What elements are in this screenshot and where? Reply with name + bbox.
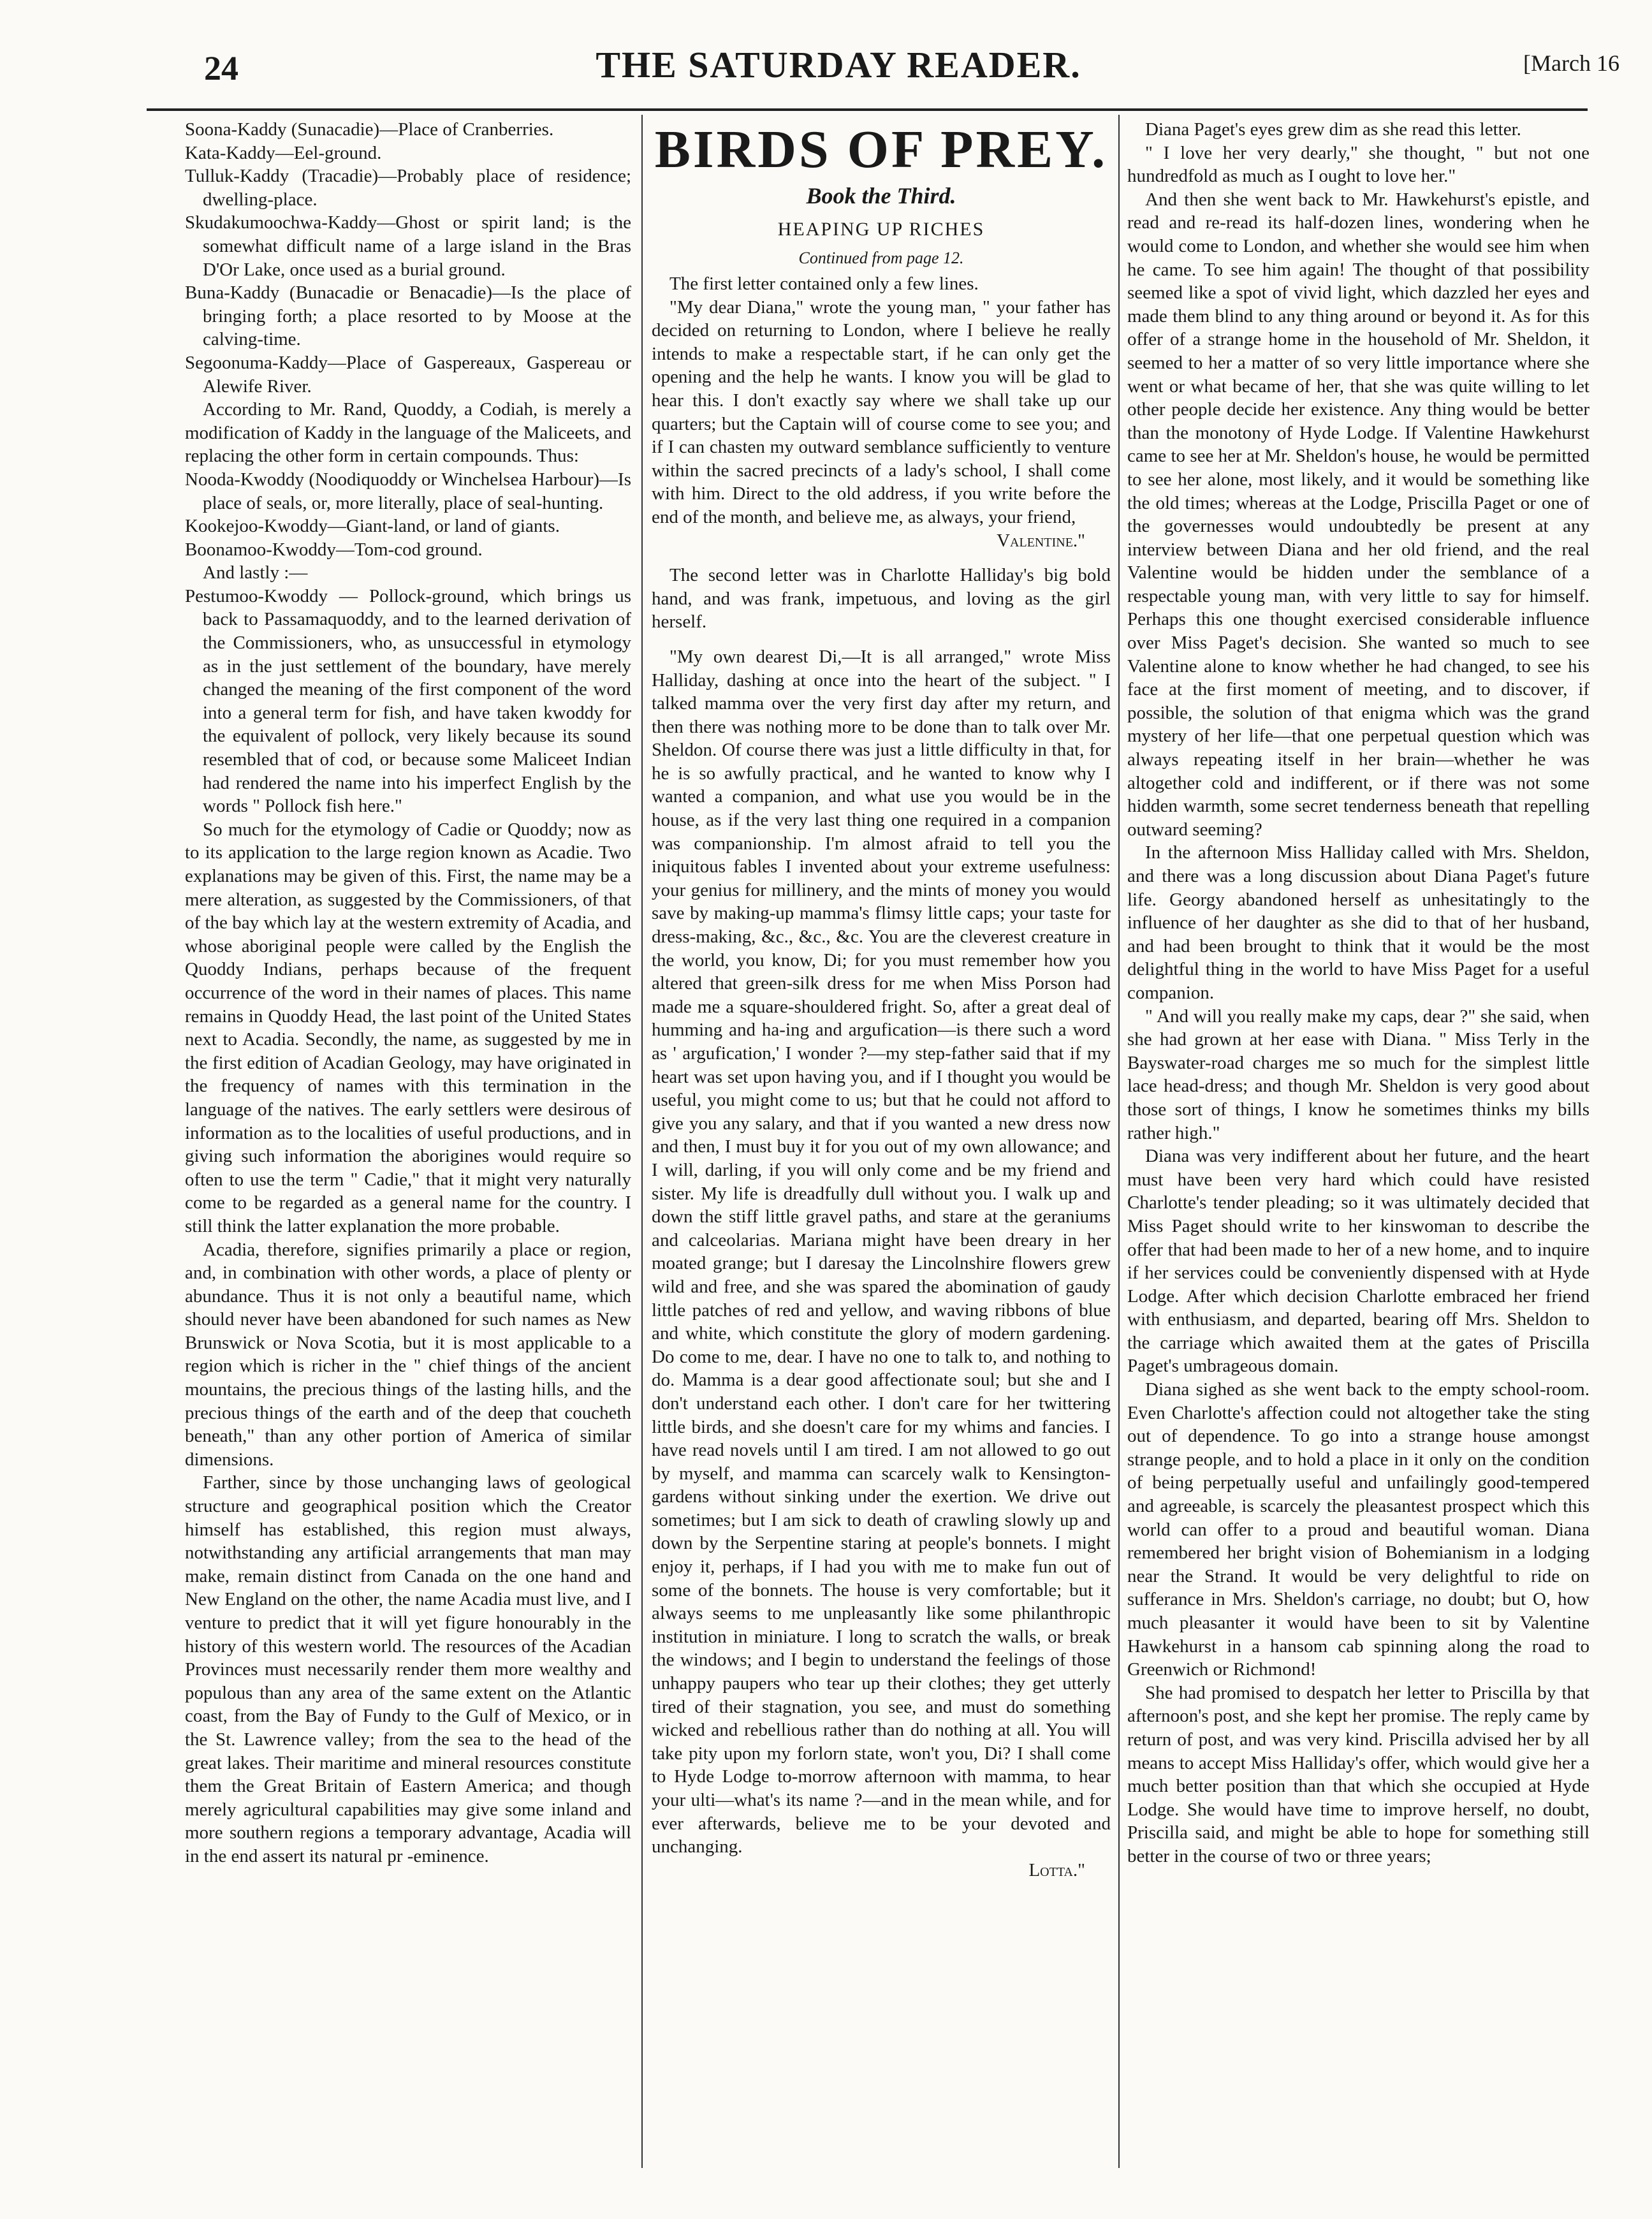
paragraph: She had promised to despatch her letter to Priscilla by that afternoon's post, and she kept her promise. The reply came by return of post, and was very kind. Priscilla advised her by all means to accept Miss Halliday's offer, which would give her a much better position than that which she occupied at Hyde Lodge. She would have time to improve herself, no doubt, Priscilla said, and might be able to hope for something still better in the course of two or three years; (1127, 1682, 1590, 1866)
letter-signature: Lotta." (1028, 1859, 1085, 1880)
glossary-entry: Boonamoo-Kwoddy—Tom-cod ground. (185, 539, 483, 560)
glossary-entry: Skudakumoochwa-Kaddy—Ghost or spirit land; is the somewhat difficult name of a large island in the Bras D'Or Lake, once used as a burial ground. (185, 212, 631, 280)
paragraph: Farther, since by those unchanging laws of geological structure and geographical position which the Creator himself has established, this region must always, notwithstanding any artificial arrangements that man may make, remain distinct from Canada on the one hand and New England on the other, the name Acadia must live, and I venture to predict that it will yet figure honourably in the history of this western world. The resources of the Acadian Provinces must necessarily render them more wealthy and populous than any area of the same extent on the Atlantic coast, from the Bay of Fundy to the Gulf of Mexico, or in the St. Lawrence valley; from the sea to the head of the great lakes. Their maritime and mineral resources constitute them the Great Britain of Eastern America; and though merely agricultural capabilities may give some inland and more southern regions a temporary advantage, Acadia will in the end assert its natural pr -eminence. (185, 1472, 631, 1866)
issue-date: [March 16 (1523, 50, 1619, 76)
paragraph: So much for the etymology of Cadie or Quoddy; now as to its application to the large region known as Acadie. Two explanations may be given of this. First, the name may be a mere alteration, as suggested by the Commissioners, of that of the bay which lay at the western extremity of Acadia, and whose aboriginal people were called by the English the Quoddy Indians, perhaps because of the frequent occurrence of the word in their names of places. This name remains in Quoddy Head, the last point of the United States next to Acadia. Secondly, the name, as suggested by me in the first edition of Acadian Geology, may have originated in the frequency of names with this termination in the language of the natives. The early settlers were desirous of information as to the localities of useful productions, and in giving such information the aborigines would require so often to use the term " Cadie," that it might very naturally come to be regarded as a general name for the country. I still think the latter explanation the more probable. (185, 819, 631, 1236)
column-divider (641, 115, 643, 2168)
paragraph: The second letter was in Charlotte Halliday's big bold hand, and was frank, impetuous, and loving as the girl herself. (652, 565, 1111, 633)
header-rule (147, 108, 1588, 111)
column-middle (652, 118, 1111, 1882)
paragraph: Acadia, therefore, signifies primarily a place or region, and, in combination with other words, a place of plenty or abundance. Thus it is not only a beautiful name, which should never have been abandoned for such names as New Brunswick or Nova Scotia, but it is most applicable to a region which is richer in the " chief things of the ancient mountains, the precious things of the lasting hills, and the precious things of the earth and of the deep that coucheth beneath," than any other portion of America of similar dimensions. (185, 1239, 631, 1470)
letter-signature: Valentine." (997, 530, 1085, 551)
paragraph: "My dear Diana," wrote the young man, " your father has decided on returning to London, where I believe he really intends to make a respectable start, if he can only get the opening and the help he wants. I know you will be glad to hear this. I don't exactly say where we shall take up our quarters; but the Captain will of course come to see you; and if I can chasten my outward semblance sufficiently to venture within the sacred precincts of a lady's school, I shall come with him. Direct to the old address, if you write before the end of the month, and believe me, as always, your friend, (652, 297, 1111, 527)
paragraph: And then she went back to Mr. Hawkehurst's epistle, and read and re-read its half-dozen lines, wondering when he would come to London, and whether she would see him when he came. To see him again! The thought of that possibility seemed like a spot of vivid light, which dazzled her eyes and made them blind to any thing around or beyond it. As for this offer of a strange home in the household of Mr. Sheldon, it seemed to her a matter of so very little importance where she went or what became of her, that she was quite willing to let other people decide her existence. Any thing would be better than the monotony of Hyde Lodge. If Valentine Hawkehurst came to see her at Mr. Sheldon's house, he would be permitted to see her alone, most likely, and it would be something like the old times; whereas at the Lodge, Priscilla Paget or one of the governesses would undoubtedly be present at any interview between Diana and her old friend, and the real Valentine would be hidden under the semblance of a respectable young man, with very little to say for himself. Perhaps this one thought exercised considerable influence over Miss Paget's decision. She wanted so much to see Valentine alone to know whether he had changed, to see his face at the first moment of meeting, and to discover, if possible, the solution of that enigma which was the grand mystery of her life—that one perpetual question which was always repeating itself in her brain—whether he was altogether cold and indifferent, or if there was not some hidden warmth, some secret tenderness beneath that repelling outward seeming? (1127, 189, 1590, 840)
page-number: 24 (204, 49, 238, 87)
story-title: BIRDS OF PREY. (654, 120, 1108, 179)
chapter-heading: HEAPING UP RICHES (777, 219, 985, 240)
column-left (185, 118, 631, 1868)
paragraph: Diana was very indifferent about her future, and the heart must have been very hard which could have resisted Charlotte's tender pleading; so it was ultimately decided that Miss Paget should write to her kinswoman to describe the offer that had been made to her of a new home, and to inquire if her services could be conveniently dispensed with at Hyde Lodge. After which decision Charlotte embraced her friend with enthusiasm, and departed, bearing off Mrs. Sheldon to the carriage which awaited them at the gates of Priscilla Paget's umbrageous domain. (1127, 1146, 1590, 1377)
paragraph: Diana Paget's eyes grew dim as she read this letter. (1145, 119, 1521, 140)
column-divider (1118, 115, 1120, 2168)
masthead: THE SATURDAY READER. (596, 44, 1081, 85)
paragraph: In the afternoon Miss Halliday called with Mrs. Sheldon, and there was a long discussion about Diana Paget's future life. Georgy abandoned herself as unhesitatingly to the influence of her daughter as she did to that of her husband, and had been brought to think that it would be the most delightful thing in the world to have Miss Paget for a useful companion. (1127, 842, 1590, 1003)
paragraph: The first letter contained only a few lines. (669, 274, 979, 294)
paragraph: " And will you really make my caps, dear ?" she said, when she had grown at her ease with Diana. " Miss Terly in the Bayswater-road charges me so much for the simplest little lace head-dress; and though Mr. Sheldon is very good about those sort of things, I know he sometimes thinks my bills rather high." (1127, 1006, 1590, 1143)
paragraph: "My own dearest Di,—It is all arranged," wrote Miss Halliday, dashing at once into the heart of the subject. " I talked mamma over the very first day after my return, and then there was nothing more to be done than to talk over Mr. Sheldon. Of course there was just a little difficulty in that, for he is so awfully practical, and he wanted to know why I wanted a companion, and what use you would be in the house, as if the very last thing one required in a companion was companionship. I'm almost afraid to tell you the iniquitous fables I invented about your extreme usefulness: your genius for millinery, and the mints of money you would save by making-up mamma's flimsy little caps; your taste for dress-making, &c., &c., &c. You are the cleverest creature in the world, you know, Di; for you must remember how you altered that green-silk dress for me when Miss Porson had made me a square-shouldered fright. So, after a great deal of humming and ha-ing and argufication—is there such a word as ' argufication,' I wonder ?—my step-father said that if my heart was set upon having you, and if I thought you would be useful, you might come to us; but that he could not afford to give you any salary, and that if you wanted a new dress now and then, I must buy it for you out of my own allowance; and I will, darling, if you will only come and be my friend and sister. My life is dreadfully dull without you. I walk up and down the stiff little gravel paths, and stare at the geraniums and calceolarias. Mariana might have been dreary in her moated grange; but I daresay the Lincolnshire flowers grew wild and free, and she was spared the abomination of gaudy little patches of red and yellow, and waving ribbons of blue and white, which constitute the glory of modern gardening. Do come to me, dear. I have no one to talk to, and nothing to do. Mamma is a dear good affectionate soul; but she and I don't understand each other. I don't care for her twittering little birds, and she doesn't care for my whims and fancies. I have read novels until I am tired. I am not allowed to go out by myself, and mamma can scarcely walk to Kensington-gardens without sinking under the exertion. We drive out sometimes; but I am sick to death of crawling slowly up and down by the Serpentine staring at people's bonnets. I might enjoy it, perhaps, if I had you with me to make fun out of some of the bonnets. The house is very comfortable; but it always seems to me unpleasantly like some philanthropic institution in miniature. I long to scratch the walls, or break the windows; and I begin to understand the feelings of those unhappy paupers who tear up their clothes; they get utterly tired of their stagnation, you see, and must do something wicked and rebellious rather than do nothing at all. You will take pity upon my forlorn state, won't you, Di? I shall come to Hyde Lodge to-morrow afternoon with mamma, to hear your ulti—what's its name ?—and in the mean while, and for ever afterwards, believe me to be your devoted and unchanging. (652, 646, 1111, 1857)
glossary-entry: Pestumoo-Kwoddy — Pollock-ground, which brings us back to Passamaquoddy, and to the learned derivation of the Commissioners, who, as unsuccessful in etymology as in the just settlement of the boundary, have merely changed the meaning of the first component of the word into a general term for fish, and have taken kwoddy for the equivalent of pollock, very likely because its sound resembled that of cod, or because some Maliceet Indian had rendered the name into his imperfect English by the words " Pollock fish here." (185, 585, 631, 817)
glossary-entry: Nooda-Kwoddy (Noodiquoddy or Winchelsea Harbour)—Is place of seals, or, more literally, place of seal-hunting. (185, 469, 631, 513)
glossary-entry: Soona-Kaddy (Sunacadie)—Place of Cranberries. (185, 119, 554, 140)
paragraph: " I love her very dearly," she thought, " but not one hundredfold as much as I ought to love her." (1127, 142, 1590, 187)
glossary-entry: Kookejoo-Kwoddy—Giant-land, or land of giants. (185, 516, 560, 537)
glossary-entry: Buna-Kaddy (Bunacadie or Benacadie)—Is the place of bringing forth; a place resorted to by Moose at the calving-time. (185, 282, 631, 350)
paragraph: According to Mr. Rand, Quoddy, a Codiah, is merely a modification of Kaddy in the language of the Maliceets, and replacing the other form in certain compounds. Thus: (185, 399, 631, 467)
glossary-entry: Segoonuma-Kaddy—Place of Gaspereaux, Gaspereau or Alewife River. (185, 352, 631, 397)
paragraph: And lastly :— (203, 562, 308, 583)
book-heading: Book the Third. (806, 183, 956, 209)
page-header (57, 38, 1619, 115)
glossary-entry: Kata-Kaddy—Eel-ground. (185, 142, 382, 163)
continued-note: Continued from page 12. (798, 249, 964, 267)
glossary-entry: Tulluk-Kaddy (Tracadie)—Probably place of residence; dwelling-place. (185, 166, 631, 210)
paragraph: Diana sighed as she went back to the empty school-room. Even Charlotte's affection could not altogether take the sting out of dependence. To go into a strange house amongst strange people, and to hold a place in it only on the condition of being perpetually useful and unfailingly good-tempered and agreeable, is scarcely the pleasantest prospect which this world can offer to a proud and beautiful woman. Diana remembered her bright vision of Bohemianism in a lodging near the Strand. It would be very delightful to ride on sufferance in Mrs. Sheldon's carriage, no doubt; but O, how much pleasanter it would have been to sit by Valentine Hawkehurst in a hansom cab spinning along the road to Greenwich or Richmond! (1127, 1379, 1590, 1680)
column-right (1127, 118, 1590, 1868)
